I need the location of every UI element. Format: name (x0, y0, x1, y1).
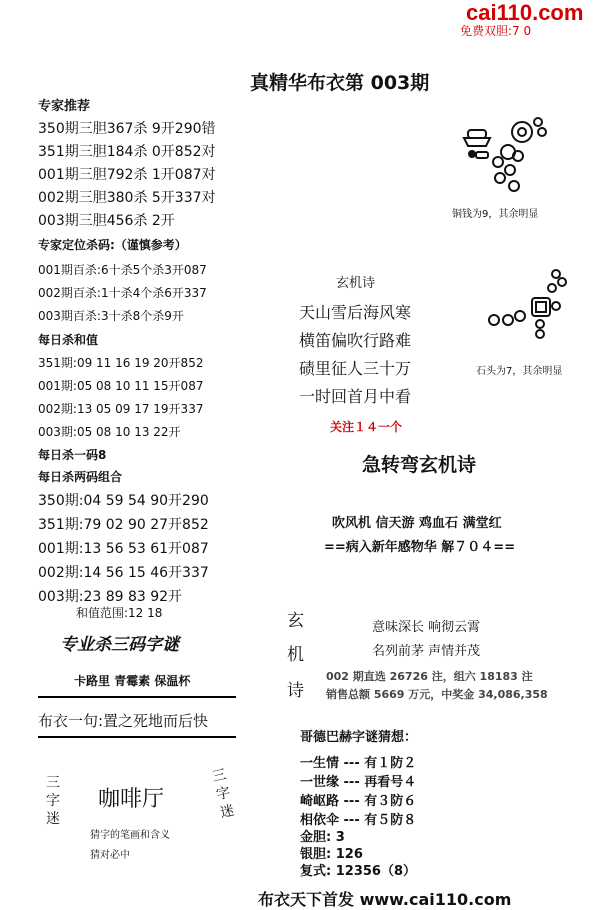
turn-title: 急转弯玄机诗 (362, 454, 477, 476)
xuan-char: 机 (287, 645, 304, 665)
divider (38, 696, 236, 698)
kill-one: 每日杀一码8 (38, 448, 107, 462)
riddle-words: 卡路里 青霉素 保温杯 (74, 674, 191, 688)
poem-line: 一时回首月中看 (299, 387, 412, 406)
sum-heading: 每日杀和值 (38, 333, 99, 347)
kill-two-line: 351期:79 02 90 27开852 (38, 517, 209, 533)
three-char-right-3: 迷 (218, 802, 236, 822)
sum-line: 002期:13 05 09 17 19开337 (38, 402, 204, 416)
expert-line: 001期三胆792杀 1开087对 (38, 167, 216, 183)
sum-line: 003期:05 08 10 13 22开 (38, 425, 181, 439)
poem-heading: 玄机诗 (336, 276, 376, 291)
cafe-riddle: 咖啡厅 (98, 787, 165, 812)
kill-two-heading: 每日杀两码组合 (38, 470, 123, 484)
sec-poem-line: 意味深长 响彻云霄 (372, 620, 481, 635)
three-char-left-3: 迷 (46, 811, 60, 827)
sum-line: 351期:09 11 16 19 20开852 (38, 356, 204, 370)
coin-caption: 铜钱为9，其余明显 (452, 209, 539, 220)
three-char-right-1: 三 (210, 766, 228, 786)
three-char-right-2: 字 (214, 784, 232, 804)
position-line: 001期百杀:6十杀5个杀3开087 (38, 263, 207, 277)
position-line: 003期百杀:3十杀8个杀9开 (38, 309, 184, 323)
xuan-char: 玄 (287, 611, 304, 631)
goethe-line: 相依伞 --- 有５防８ (300, 813, 417, 828)
kill-two-line: 001期:13 56 53 61开087 (38, 541, 209, 557)
gold-number: 金胆: 3 (300, 830, 345, 845)
stone-caption: 石头为7，其余明显 (476, 366, 563, 377)
poem-line: 天山雪后海风寒 (299, 303, 412, 322)
three-char-left-2: 字 (46, 793, 60, 809)
xuan-char: 诗 (287, 681, 304, 701)
riddle-line: ==病入新年感物华 解７０４== (324, 540, 516, 555)
kill-two-line: 350期:04 59 54 90开290 (38, 493, 209, 509)
hint-line: 猜对必中 (90, 850, 130, 861)
site-brand: cai110.com (466, 0, 584, 25)
expert-heading: 专家推荐 (38, 99, 91, 114)
stones-icon (486, 266, 576, 342)
divider (38, 736, 236, 738)
poem-line: 横笛偏吹行路难 (299, 331, 412, 350)
combo-numbers: 复式: 12356（8） (300, 864, 416, 879)
expert-line: 002期三胆380杀 5开337对 (38, 190, 216, 206)
expert-line: 350期三胆367杀 9开290错 (38, 121, 216, 137)
sum-line: 001期:05 08 10 11 15开087 (38, 379, 204, 393)
goethe-line: 崎岖路 --- 有３防６ (300, 794, 417, 809)
position-line: 002期百杀:1十杀4个杀6开337 (38, 286, 207, 300)
riddle-line: 吹风机 信天游 鸡血石 满堂红 (332, 516, 502, 531)
brand-tagline: 免费双胆:7 0 (460, 24, 532, 38)
focus-note: 关注１４一个 (330, 420, 403, 434)
sum-range: 和值范围:12 18 (76, 606, 163, 620)
kill-two-line: 003期:23 89 83 92开 (38, 589, 183, 605)
goethe-heading: 哥德巴赫字谜猜想： (300, 730, 418, 745)
position-heading: 专家定位杀码:（谨慎参考） (38, 238, 187, 252)
goethe-line: 一世缘 --- 再看号４ (300, 775, 417, 790)
goethe-line: 一生情 --- 有１防２ (300, 756, 417, 771)
footer-brand: 布衣天下首发 www.cai110.com (258, 890, 512, 909)
sales-line: 销售总额 5669 万元，中奖金 34,086,358 (326, 688, 548, 701)
kill-two-line: 002期:14 56 15 46开337 (38, 565, 209, 581)
poem-line: 碛里征人三十万 (299, 359, 412, 378)
sec-poem-line: 名列前茅 声情并茂 (372, 644, 481, 659)
saying: 布衣一句:置之死地而后快 (38, 712, 209, 730)
page-title: 真精华布衣第 003期 (250, 72, 430, 94)
three-char-left-1: 三 (46, 775, 60, 791)
hint-line: 猜字的笔画和含义 (90, 830, 170, 841)
coins-icon (458, 112, 550, 200)
expert-line: 351期三胆184杀 0开852对 (38, 144, 216, 160)
expert-line: 003期三胆456杀 2开 (38, 213, 175, 229)
sales-line: 002 期直选 26726 注，组六 18183 注 (326, 670, 533, 683)
silver-numbers: 银胆: 126 (300, 847, 363, 862)
riddle-title: 专业杀三码字谜 (60, 635, 179, 655)
